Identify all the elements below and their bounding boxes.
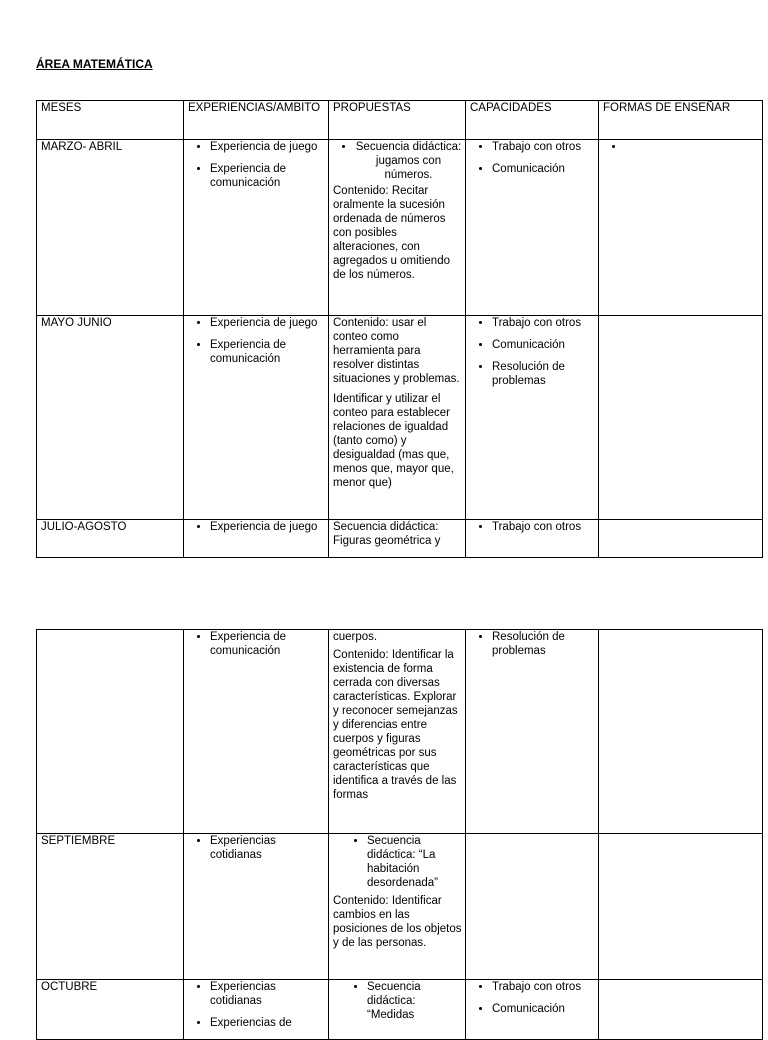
list-item: • Comunicación	[492, 1002, 595, 1016]
experiences-cell	[184, 980, 329, 1040]
plan-table-page-2	[36, 629, 763, 1040]
table-row	[37, 316, 763, 520]
content-text: Contenido: Identificar la existencia de forma cerrada con diversas características. Explorar y reconocer semejanzas y diferencias entre cuerpos y figuras geométricas por sus características que identifica a través de las formas	[333, 649, 458, 801]
list-item: • Experiencias cotidianas	[210, 980, 325, 1008]
table-row	[37, 834, 763, 980]
header-row	[37, 101, 763, 140]
proposals-cell	[329, 316, 466, 520]
header-cell: EXPERIENCIAS/AMBITO	[184, 101, 329, 140]
content-text: Contenido: usar el conteo como herramienta para resolver distintas situaciones y problemas.	[333, 317, 460, 385]
experiences-cell	[184, 140, 329, 316]
capacities-cell	[466, 520, 599, 558]
list-item: • Experiencia de juego	[210, 140, 325, 154]
list-item: • Experiencia de juego	[210, 520, 325, 534]
proposals-cell	[329, 980, 466, 1040]
content-text: Secuencia didáctica: Figuras geométrica y	[333, 521, 441, 547]
list-item: • Experiencia de comunicación	[210, 162, 325, 190]
proposals-cell	[329, 834, 466, 980]
teaching-cell	[599, 316, 763, 520]
month-cell: OCTUBRE	[37, 980, 184, 1040]
content-text: Contenido: Identificar cambios en las posiciones de los objetos y de las personas.	[333, 895, 462, 949]
table-row	[37, 630, 763, 834]
table-row	[37, 980, 763, 1040]
list-item: • Experiencias cotidianas	[210, 834, 325, 862]
month-cell: JULIO-AGOSTO	[37, 520, 184, 558]
plan-table-page-1	[36, 100, 763, 558]
teaching-cell	[599, 980, 763, 1040]
list-item: • Secuencia didáctica: “La habitación desordenada”	[367, 834, 462, 890]
experiences-cell	[184, 316, 329, 520]
list-item: • Secuencia didáctica: “Medidas	[367, 980, 462, 1022]
teaching-cell	[599, 834, 763, 980]
table-row	[37, 520, 763, 558]
capacities-cell	[466, 834, 599, 980]
header-cell: FORMAS DE ENSEÑAR	[599, 101, 763, 140]
proposals-cell	[329, 140, 466, 316]
content-text: Contenido: Recitar oralmente la sucesión ordenada de números con posibles alteraciones, con agregados u omitiendo de los números.	[333, 185, 450, 281]
header-cell: MESES	[37, 101, 184, 140]
capacities-cell	[466, 630, 599, 834]
experiences-cell	[184, 520, 329, 558]
teaching-cell	[599, 630, 763, 834]
list-item: • Experiencia de comunicación	[210, 338, 325, 366]
page-title: ÁREA MATEMÁTICA	[36, 57, 153, 71]
month-cell: SEPTIEMBRE	[37, 834, 184, 980]
list-item: • Experiencia de juego	[210, 316, 325, 330]
experiences-cell	[184, 834, 329, 980]
month-cell: MAYO JUNIO	[37, 316, 184, 520]
proposals-cell	[329, 630, 466, 834]
list-item	[625, 140, 759, 154]
header-cell: CAPACIDADES	[466, 101, 599, 140]
header-cell: PROPUESTAS	[329, 101, 466, 140]
list-item: • Resolución de problemas	[492, 630, 595, 658]
list-item: • Comunicación	[492, 162, 595, 176]
capacities-cell	[466, 316, 599, 520]
content-text: Identificar y utilizar el conteo para establecer relaciones de igualdad (tanto como) y desigualdad (mas que, menos que, mayor que, menor que)	[333, 393, 454, 489]
teaching-cell	[599, 140, 763, 316]
list-item: • Experiencia de comunicación	[210, 630, 325, 658]
list-item: • Trabajo con otros	[492, 140, 595, 154]
list-item: • Secuencia didáctica: jugamos con números.	[355, 140, 462, 182]
list-item: • Trabajo con otros	[492, 980, 595, 994]
capacities-cell	[466, 140, 599, 316]
teaching-cell	[599, 520, 763, 558]
list-item: • Trabajo con otros	[492, 520, 595, 534]
list-item: • Resolución de problemas	[492, 360, 595, 388]
content-text: cuerpos.	[333, 631, 378, 643]
experiences-cell	[184, 630, 329, 834]
table-row	[37, 140, 763, 316]
list-item: • Trabajo con otros	[492, 316, 595, 330]
list-item: • Comunicación	[492, 338, 595, 352]
proposals-cell	[329, 520, 466, 558]
month-cell	[37, 630, 184, 834]
capacities-cell	[466, 980, 599, 1040]
list-item: • Experiencias de	[210, 1016, 325, 1030]
month-cell: MARZO- ABRIL	[37, 140, 184, 316]
